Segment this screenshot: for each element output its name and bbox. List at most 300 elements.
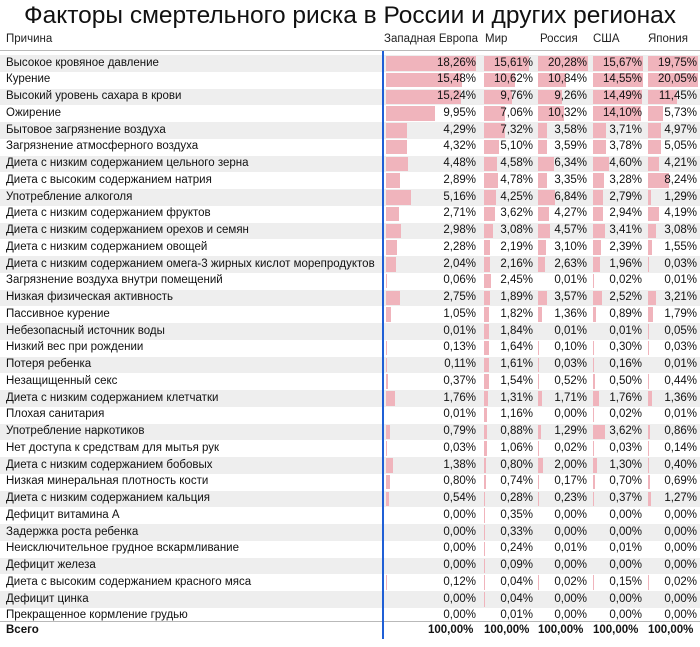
cell-western-europe — [384, 407, 479, 424]
cell-western-europe — [384, 206, 479, 223]
cell-world — [482, 239, 536, 256]
data-bar-world — [484, 542, 485, 557]
data-bar-world — [484, 257, 490, 272]
cell-world — [482, 172, 536, 189]
value-label-western-europe: 0,01% — [443, 408, 476, 421]
table-row[interactable] — [0, 340, 700, 357]
cell-japan — [646, 206, 700, 223]
table-row[interactable] — [0, 223, 700, 240]
value-label-western-europe: 0,37% — [443, 374, 476, 387]
value-label-western-europe: 1,38% — [443, 458, 476, 471]
cell-world — [482, 273, 536, 290]
cell-usa — [591, 256, 645, 273]
data-bar-russia — [538, 291, 547, 306]
value-label-world: 0,04% — [500, 592, 533, 605]
cell-western-europe — [384, 424, 479, 441]
data-bar-western-europe — [386, 458, 393, 473]
data-bar-western-europe — [386, 173, 400, 188]
cause-label: Диета с низким содержанием овощей — [6, 240, 208, 253]
cell-usa — [591, 105, 645, 122]
cell-usa — [591, 122, 645, 139]
value-label-western-europe: 2,04% — [443, 257, 476, 270]
data-bar-world — [484, 224, 493, 239]
cell-world — [482, 407, 536, 424]
data-bar-world — [484, 341, 489, 356]
value-label-russia: 1,71% — [554, 391, 587, 404]
cell-world — [482, 306, 536, 323]
cell-world — [482, 256, 536, 273]
total-label: Всего — [6, 624, 39, 636]
value-label-russia: 0,01% — [554, 542, 587, 555]
data-bar-usa — [593, 140, 606, 155]
value-label-world: 1,31% — [500, 391, 533, 404]
data-bar-usa — [593, 291, 602, 306]
data-bar-western-europe — [386, 492, 389, 507]
value-label-russia: 9,26% — [554, 90, 587, 102]
cell-russia — [536, 373, 590, 390]
value-label-russia: 20,28% — [547, 56, 587, 69]
cell-japan — [646, 424, 700, 441]
cell-world — [482, 156, 536, 173]
value-label-world: 0,09% — [500, 559, 533, 571]
table-row[interactable] — [0, 55, 700, 72]
cell-usa — [591, 457, 645, 474]
cell-usa — [591, 223, 645, 240]
table-row[interactable] — [0, 424, 700, 441]
value-label-usa: 1,30% — [609, 458, 642, 471]
cell-western-europe — [384, 172, 479, 189]
value-label-western-europe: 0,12% — [443, 575, 476, 588]
cell-russia — [536, 524, 590, 541]
value-label-world: 0,33% — [500, 525, 533, 538]
table-row[interactable] — [0, 373, 700, 390]
cause-label: Низкая физическая активность — [6, 291, 174, 303]
value-label-japan: 0,69% — [664, 475, 697, 488]
value-label-western-europe: 2,71% — [443, 207, 476, 220]
cell-russia — [536, 541, 590, 558]
cell-western-europe — [384, 72, 479, 89]
value-label-western-europe: 2,75% — [443, 291, 476, 303]
value-label-western-europe: 2,98% — [443, 224, 476, 236]
value-label-world: 0,80% — [500, 458, 533, 471]
column-header-world[interactable]: Мир — [485, 33, 508, 45]
cell-russia — [536, 424, 590, 441]
table-row[interactable] — [0, 122, 700, 139]
cell-japan — [646, 574, 700, 591]
value-label-world: 3,62% — [500, 207, 533, 220]
value-label-usa: 3,78% — [609, 140, 642, 153]
cell-world — [482, 206, 536, 223]
cell-usa — [591, 474, 645, 491]
data-bar-japan — [648, 307, 653, 322]
cell-world — [482, 424, 536, 441]
table-row[interactable] — [0, 457, 700, 474]
cell-world — [482, 507, 536, 524]
data-bar-western-europe — [386, 224, 401, 239]
cell-russia — [536, 323, 590, 340]
value-label-japan: 11,45% — [658, 90, 697, 102]
cause-label: Плохая санитария — [6, 408, 105, 421]
cell-usa — [591, 89, 645, 106]
cell-western-europe — [384, 156, 479, 173]
cause-label: Диета с низким содержанием цельного зерна — [6, 157, 249, 169]
table-row[interactable] — [0, 440, 700, 457]
table-row[interactable] — [0, 156, 700, 173]
data-bar-world — [484, 425, 487, 440]
cell-world — [482, 591, 536, 608]
cell-russia — [536, 591, 590, 608]
value-label-usa: 2,39% — [609, 240, 642, 253]
data-bar-japan — [648, 425, 650, 440]
cause-label: Диета с низким содержанием кальция — [6, 492, 211, 504]
value-label-western-europe: 0,79% — [443, 425, 476, 437]
data-bar-world — [484, 508, 485, 523]
cell-russia — [536, 390, 590, 407]
cell-world — [482, 373, 536, 390]
column-header-russia[interactable]: Россия — [540, 33, 578, 45]
value-label-usa: 0,70% — [609, 475, 642, 488]
table-row[interactable] — [0, 273, 700, 290]
data-bar-world — [484, 525, 485, 540]
cause-label: Диета с высоким содержанием натрия — [6, 173, 212, 186]
cell-russia — [536, 474, 590, 491]
table-row[interactable] — [0, 105, 700, 122]
value-label-russia: 3,58% — [554, 123, 587, 136]
value-label-world: 0,35% — [500, 508, 533, 521]
cell-usa — [591, 72, 645, 89]
cell-japan — [646, 273, 700, 290]
data-bar-japan — [648, 106, 663, 121]
cause-label: Низкая минеральная плотность кости — [6, 475, 209, 488]
data-bar-usa — [593, 391, 599, 406]
table-row[interactable] — [0, 491, 700, 508]
column-header-cause[interactable]: Причина — [6, 33, 53, 45]
data-bar-usa — [593, 475, 595, 490]
table-row[interactable] — [0, 507, 700, 524]
column-divider — [382, 51, 384, 639]
value-label-usa: 0,00% — [609, 609, 642, 622]
value-label-usa: 14,10% — [602, 106, 642, 119]
table-row[interactable] — [0, 189, 700, 206]
value-label-japan: 19,75% — [657, 56, 697, 69]
data-bar-western-europe — [386, 575, 387, 590]
cell-russia — [536, 290, 590, 307]
value-label-russia: 0,01% — [554, 324, 587, 337]
cell-western-europe — [384, 524, 479, 541]
value-label-russia: 10,84% — [547, 73, 587, 86]
cell-japan — [646, 474, 700, 491]
data-bar-western-europe — [386, 123, 407, 138]
data-bar-usa — [593, 190, 603, 205]
value-label-world: 1,16% — [500, 408, 533, 421]
value-label-russia: 0,00% — [554, 609, 587, 622]
value-label-western-europe: 0,11% — [444, 358, 476, 370]
cell-russia — [536, 574, 590, 591]
total-value-japan: 100,00% — [648, 624, 694, 636]
cell-russia — [536, 223, 590, 240]
value-label-world: 4,58% — [500, 157, 533, 169]
cell-usa — [591, 139, 645, 156]
data-bar-usa — [593, 374, 595, 389]
value-label-russia: 0,10% — [554, 341, 587, 354]
value-label-western-europe: 0,13% — [443, 341, 476, 354]
cell-japan — [646, 524, 700, 541]
column-header-western-europe[interactable]: Западная Европа — [384, 33, 479, 45]
value-label-russia: 3,59% — [554, 140, 587, 153]
cell-japan — [646, 323, 700, 340]
data-bar-russia — [538, 207, 549, 222]
value-label-usa: 3,62% — [609, 425, 642, 437]
cause-label: Высокий уровень сахара в крови — [6, 90, 182, 102]
cell-western-europe — [384, 574, 479, 591]
value-label-world: 0,04% — [500, 575, 533, 588]
data-bar-japan — [648, 140, 661, 155]
cell-japan — [646, 223, 700, 240]
value-label-world: 0,88% — [500, 425, 533, 437]
total-value-world: 100,00% — [484, 624, 530, 636]
cell-japan — [646, 189, 700, 206]
cell-russia — [536, 72, 590, 89]
cell-usa — [591, 323, 645, 340]
data-bar-russia — [538, 157, 554, 172]
value-label-world: 4,25% — [500, 190, 533, 203]
cell-usa — [591, 491, 645, 508]
cell-world — [482, 390, 536, 407]
data-bar-usa — [593, 341, 594, 356]
cause-label: Высокое кровяное давление — [6, 56, 159, 69]
value-label-japan: 0,44% — [664, 374, 697, 387]
value-label-russia: 1,36% — [554, 307, 587, 320]
cell-western-europe — [384, 223, 479, 240]
data-bar-usa — [593, 123, 606, 138]
data-bar-western-europe — [386, 140, 407, 155]
cell-japan — [646, 122, 700, 139]
cell-world — [482, 189, 536, 206]
cell-russia — [536, 172, 590, 189]
value-label-western-europe: 0,80% — [443, 475, 476, 488]
data-bar-japan — [648, 475, 650, 490]
data-bar-world — [484, 391, 488, 406]
value-label-western-europe: 0,00% — [443, 592, 476, 605]
data-bar-western-europe — [386, 425, 390, 440]
column-header-usa[interactable]: США — [593, 33, 620, 45]
data-bar-russia — [538, 190, 555, 205]
data-bar-japan — [648, 123, 661, 138]
total-value-usa: 100,00% — [593, 624, 639, 636]
value-label-usa: 0,02% — [609, 408, 642, 421]
data-bar-japan — [648, 458, 649, 473]
value-label-japan: 0,00% — [664, 609, 697, 622]
cell-japan — [646, 457, 700, 474]
table-row[interactable] — [0, 139, 700, 156]
table-row[interactable] — [0, 541, 700, 558]
cell-western-europe — [384, 55, 479, 72]
cell-western-europe — [384, 256, 479, 273]
value-label-western-europe: 2,28% — [443, 240, 476, 253]
risk-factors-table — [0, 32, 700, 622]
value-label-russia: 0,23% — [554, 492, 587, 504]
value-label-japan: 0,01% — [664, 408, 697, 421]
cause-label: Пассивное курение — [6, 307, 110, 320]
value-label-japan: 0,00% — [664, 542, 697, 555]
cell-world — [482, 491, 536, 508]
table-row[interactable] — [0, 390, 700, 407]
cell-western-europe — [384, 122, 479, 139]
cell-western-europe — [384, 139, 479, 156]
table-row[interactable] — [0, 524, 700, 541]
cell-russia — [536, 457, 590, 474]
table-row[interactable] — [0, 72, 700, 89]
cell-usa — [591, 273, 645, 290]
data-bar-western-europe — [386, 257, 396, 272]
value-label-usa: 0,50% — [609, 374, 642, 387]
data-bar-western-europe — [386, 190, 411, 205]
data-bar-usa — [593, 240, 601, 255]
value-label-western-europe: 0,00% — [443, 609, 476, 622]
value-label-world: 2,16% — [500, 257, 533, 270]
data-bar-western-europe — [386, 106, 435, 121]
column-header-japan[interactable]: Япония — [648, 33, 688, 45]
data-bar-western-europe — [386, 157, 408, 172]
value-label-russia: 4,27% — [554, 207, 587, 220]
cell-usa — [591, 189, 645, 206]
value-label-world: 4,78% — [500, 173, 533, 186]
value-label-western-europe: 18,26% — [436, 56, 476, 69]
table-row[interactable] — [0, 172, 700, 189]
table-row[interactable] — [0, 256, 700, 273]
data-bar-usa — [593, 492, 594, 507]
value-label-usa: 0,30% — [609, 341, 642, 354]
data-bar-western-europe — [386, 391, 395, 406]
value-label-russia: 3,57% — [554, 291, 587, 303]
value-label-japan: 5,05% — [664, 140, 697, 153]
value-label-russia: 2,63% — [554, 257, 587, 270]
cell-western-europe — [384, 558, 479, 575]
cell-world — [482, 340, 536, 357]
value-label-world: 2,45% — [500, 274, 533, 287]
cell-western-europe — [384, 390, 479, 407]
data-bar-usa — [593, 358, 594, 373]
value-label-world: 10,62% — [493, 73, 533, 86]
cell-western-europe — [384, 340, 479, 357]
value-label-world: 5,10% — [500, 140, 533, 153]
table-row[interactable] — [0, 290, 700, 307]
cell-western-europe — [384, 290, 479, 307]
value-label-world: 1,84% — [500, 324, 533, 337]
table-row[interactable] — [0, 306, 700, 323]
cell-western-europe — [384, 491, 479, 508]
value-label-world: 0,28% — [500, 492, 533, 504]
value-label-usa: 14,55% — [602, 73, 642, 86]
cell-japan — [646, 256, 700, 273]
cell-japan — [646, 407, 700, 424]
cell-world — [482, 139, 536, 156]
cell-japan — [646, 541, 700, 558]
value-label-usa: 0,37% — [609, 492, 642, 504]
cell-russia — [536, 440, 590, 457]
value-label-usa: 0,00% — [609, 559, 642, 571]
data-bar-japan — [648, 224, 656, 239]
cause-label: Употребление наркотиков — [6, 425, 145, 437]
data-bar-western-europe — [386, 207, 399, 222]
value-label-russia: 1,29% — [554, 425, 587, 437]
table-header — [0, 32, 700, 50]
value-label-japan: 20,05% — [657, 73, 697, 86]
value-label-usa: 0,00% — [609, 592, 642, 605]
data-bar-usa — [593, 207, 603, 222]
value-label-japan: 0,14% — [664, 441, 697, 454]
cell-usa — [591, 407, 645, 424]
cell-russia — [536, 306, 590, 323]
table-row[interactable] — [0, 558, 700, 575]
table-row[interactable] — [0, 239, 700, 256]
cell-usa — [591, 290, 645, 307]
data-bar-world — [484, 358, 489, 373]
value-label-japan: 0,01% — [664, 274, 697, 287]
data-bar-world — [484, 291, 490, 306]
value-label-western-europe: 1,05% — [443, 307, 476, 320]
cause-label: Загрязнение атмосферного воздуха — [6, 140, 199, 153]
cell-western-europe — [384, 306, 479, 323]
value-label-world: 7,06% — [500, 106, 533, 119]
table-row[interactable] — [0, 89, 700, 106]
table-row[interactable] — [0, 574, 700, 591]
cell-world — [482, 524, 536, 541]
value-label-usa: 0,01% — [609, 542, 642, 555]
cause-label: Нет доступа к средствам для мытья рук — [6, 441, 220, 454]
data-bar-japan — [648, 157, 659, 172]
cell-usa — [591, 574, 645, 591]
data-bar-japan — [648, 492, 651, 507]
table-row[interactable] — [0, 591, 700, 608]
value-label-world: 7,32% — [500, 123, 533, 136]
cell-world — [482, 105, 536, 122]
value-label-western-europe: 0,00% — [443, 525, 476, 538]
value-label-japan: 3,21% — [664, 291, 697, 303]
cause-label: Небезопасный источник воды — [6, 324, 165, 337]
cell-usa — [591, 440, 645, 457]
cell-russia — [536, 55, 590, 72]
value-label-usa: 3,71% — [609, 123, 642, 136]
data-bar-usa — [593, 257, 600, 272]
value-label-usa: 2,79% — [609, 190, 642, 203]
value-label-japan: 3,08% — [664, 224, 697, 236]
table-row[interactable] — [0, 474, 700, 491]
cell-world — [482, 357, 536, 374]
value-label-japan: 0,00% — [664, 525, 697, 538]
table-row[interactable] — [0, 206, 700, 223]
cause-label: Прекращенное кормление грудью — [6, 609, 188, 622]
table-row[interactable] — [0, 323, 700, 340]
cell-russia — [536, 206, 590, 223]
data-bar-russia — [538, 240, 546, 255]
table-row[interactable] — [0, 357, 700, 374]
cell-western-europe — [384, 474, 479, 491]
value-label-japan: 4,21% — [664, 157, 697, 169]
data-bar-western-europe — [386, 291, 400, 306]
value-label-western-europe: 0,00% — [443, 542, 476, 555]
table-row[interactable] — [0, 407, 700, 424]
cell-russia — [536, 139, 590, 156]
data-bar-russia — [538, 224, 550, 239]
cell-japan — [646, 89, 700, 106]
cause-label: Курение — [6, 73, 51, 86]
cell-usa — [591, 206, 645, 223]
value-label-japan: 4,19% — [664, 207, 697, 220]
value-label-japan: 0,03% — [664, 257, 697, 270]
cell-western-europe — [384, 357, 479, 374]
value-label-russia: 0,01% — [554, 274, 587, 287]
